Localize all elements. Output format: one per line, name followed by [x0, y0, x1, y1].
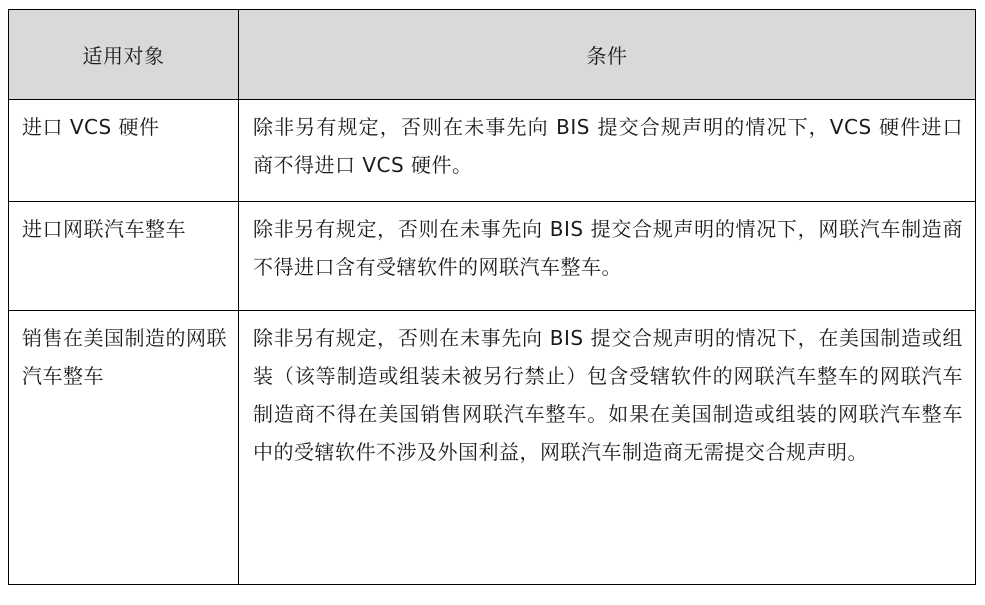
table-row [9, 100, 976, 202]
table-body [9, 100, 976, 585]
row-subject: 进口 VCS 硬件 [9, 100, 239, 202]
conditions-table [8, 9, 976, 585]
header-row [9, 10, 976, 100]
row-condition: 除非另有规定，否则在未事先向 BIS 提交合规声明的情况下，网联汽车制造商不得进口含有受辖软件的网联汽车整车。 [239, 202, 976, 311]
header-subject: 适用对象 [9, 10, 239, 100]
table-row [9, 202, 976, 311]
conditions-table-container [8, 9, 975, 585]
row-subject: 销售在美国制造的网联汽车整车 [9, 311, 239, 585]
row-condition: 除非另有规定，否则在未事先向 BIS 提交合规声明的情况下，VCS 硬件进口商不得进口 VCS 硬件。 [239, 100, 976, 202]
header-condition: 条件 [239, 10, 976, 100]
row-subject: 进口网联汽车整车 [9, 202, 239, 311]
table-row [9, 311, 976, 585]
table-header [9, 10, 976, 100]
row-condition: 除非另有规定，否则在未事先向 BIS 提交合规声明的情况下，在美国制造或组装（该等制造或组装未被另行禁止）包含受辖软件的网联汽车整车的网联汽车制造商不得在美国销售网联汽车整车。如果在美国制造或组装的网联汽车整车中的受辖软件不涉及外国利益，网联汽车制造商无需提交合规声明。 [239, 311, 976, 585]
